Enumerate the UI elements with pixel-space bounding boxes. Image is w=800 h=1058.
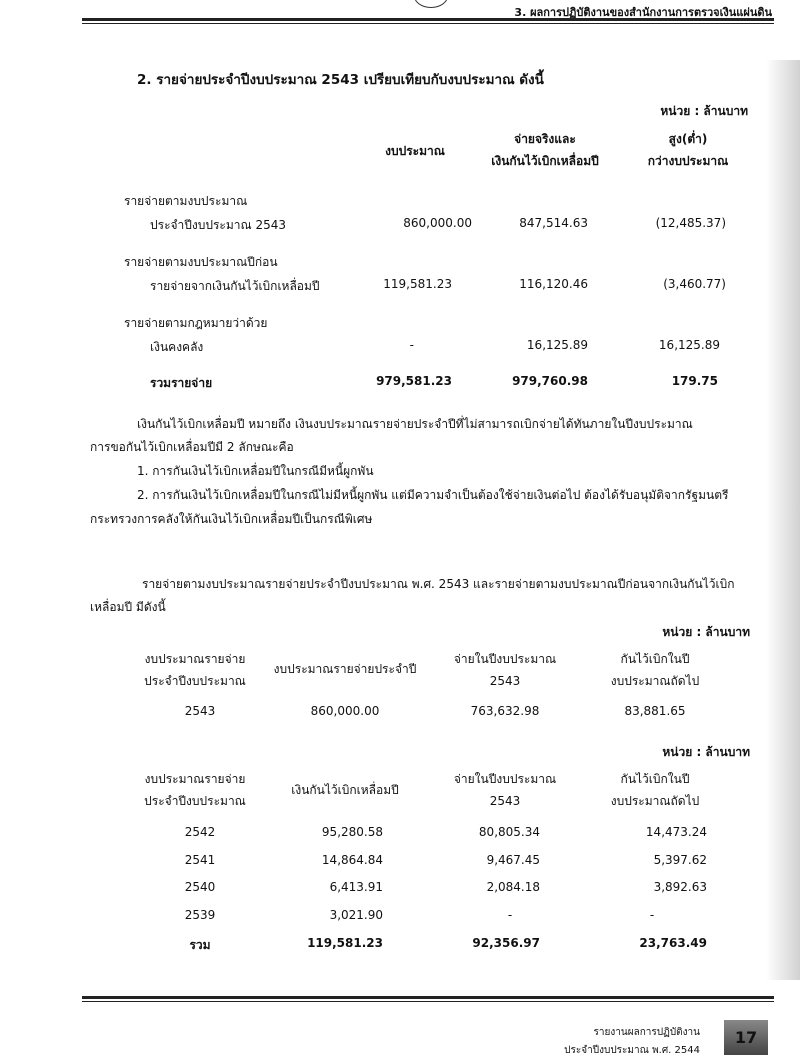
table1-row1-actual: 847,514.63 bbox=[519, 216, 588, 230]
para1-item2: 2. การกันเงินไว้เบิกเหลื่อมปีในกรณีไม่มีหนี้ผูกพัน แต่มีความจำเป็นต้องใช้จ่ายเงินต่อไป ต้องได้รับอนุมัติจากรัฐมนตรี bbox=[137, 488, 729, 502]
table3-header-year: งบประมาณรายจ่าย ประจำปีงบประมาณ bbox=[144, 772, 246, 808]
table1-header-diff: สูง(ต่ำ) กว่างบประมาณ bbox=[647, 132, 729, 168]
table1-row2-label2: รายจ่ายจากเงินกันไว้เบิกเหลื่อมปี bbox=[150, 279, 320, 293]
table3-row3-spent: 2,084.18 bbox=[486, 880, 540, 894]
table1-unit: หน่วย : ล้านบาท bbox=[660, 104, 748, 118]
table2-header-spent: จ่ายในปีงบประมาณ 2543 bbox=[453, 652, 557, 688]
table3-unit: หน่วย : ล้านบาท bbox=[662, 745, 750, 759]
table1-row3-actual: 16,125.89 bbox=[526, 338, 588, 352]
table2-row1-year: 2543 bbox=[184, 704, 216, 718]
table1-row1-label1: รายจ่ายตามงบประมาณ bbox=[124, 194, 248, 208]
table3-row2-reserved: 5,397.62 bbox=[653, 853, 707, 867]
table3-row4-reserved: - bbox=[649, 908, 655, 922]
table1-row3-diff: 16,125.89 bbox=[658, 338, 720, 352]
table3-row1-reserve: 95,280.58 bbox=[321, 825, 383, 839]
table3-total-spent: 92,356.97 bbox=[472, 936, 540, 950]
table3-total-reserved: 23,763.49 bbox=[639, 936, 707, 950]
table1-total-label: รวมรายจ่าย bbox=[150, 376, 213, 390]
table3-row2-year: 2541 bbox=[184, 853, 216, 867]
table1-header-budget: งบประมาณ bbox=[385, 144, 445, 158]
table1-total-budget: 979,581.23 bbox=[376, 374, 452, 388]
table1-row2-actual: 116,120.46 bbox=[519, 277, 588, 291]
table3-row4-reserve: 3,021.90 bbox=[329, 908, 383, 922]
header-rule-thick bbox=[82, 18, 774, 21]
table3-row2-spent: 9,467.45 bbox=[486, 853, 540, 867]
table3-row1-reserved: 14,473.24 bbox=[645, 825, 707, 839]
table3-row2-reserve: 14,864.84 bbox=[321, 853, 383, 867]
footer-rule-thick bbox=[82, 996, 774, 999]
para1-line2: การขอกันไว้เบิกเหลื่อมปีมี 2 ลักษณะคือ bbox=[90, 440, 294, 454]
table2-row1-budget: 860,000.00 bbox=[310, 704, 380, 718]
table3-row1-spent: 80,805.34 bbox=[478, 825, 540, 839]
para1-line1: เงินกันไว้เบิกเหลื่อมปี หมายถึง เงินงบประมาณรายจ่ายประจำปีที่ไม่สามารถเบิกจ่ายได้ทันภายในปีงบประมาณ bbox=[137, 417, 693, 431]
running-header: 3. ผลการปฏิบัติงานของสำนักงานการตรวจเงินแผ่นดิน bbox=[514, 6, 772, 19]
table3-total-reserve: 119,581.23 bbox=[307, 936, 383, 950]
footer-line2: ประจำปีงบประมาณ พ.ศ. 2544 bbox=[564, 1045, 700, 1056]
table1-row1-budget: 860,000.00 bbox=[403, 216, 472, 230]
table3-header-spent: จ่ายในปีงบประมาณ 2543 bbox=[453, 772, 557, 808]
table1-row1-diff: (12,485.37) bbox=[655, 216, 726, 230]
table3-row3-reserve: 6,413.91 bbox=[329, 880, 383, 894]
table1-row2-budget: 119,581.23 bbox=[383, 277, 452, 291]
footer-line1: รายงานผลการปฏิบัติงาน bbox=[593, 1027, 700, 1038]
table1-row3-budget: - bbox=[409, 338, 414, 352]
table3-row3-reserved: 3,892.63 bbox=[653, 880, 707, 894]
table1-total-actual: 979,760.98 bbox=[512, 374, 588, 388]
para1-item1: 1. การกันเงินไว้เบิกเหลื่อมปีในกรณีมีหนี้ผูกพัน bbox=[137, 464, 374, 478]
table2-row1-reserved: 83,881.65 bbox=[624, 704, 686, 718]
para2-line1: รายจ่ายตามงบประมาณรายจ่ายประจำปีงบประมาณ พ.ศ. 2543 และรายจ่ายตามงบประมาณปีก่อนจากเงินกันไว้เบิก bbox=[142, 577, 735, 591]
page-edge-shadow bbox=[766, 60, 800, 980]
table1-header-actual: จ่ายจริงและ เงินกันไว้เบิกเหลื่อมปี bbox=[491, 132, 599, 168]
emblem-seal bbox=[414, 0, 448, 8]
header-rule-thin bbox=[82, 23, 774, 24]
table2-header-year: งบประมาณรายจ่าย ประจำปีงบประมาณ bbox=[144, 652, 246, 688]
table1-row3-label1: รายจ่ายตามกฎหมายว่าด้วย bbox=[124, 316, 268, 330]
table1-row1-label2: ประจำปีงบประมาณ 2543 bbox=[150, 218, 287, 232]
table2-unit: หน่วย : ล้านบาท bbox=[662, 625, 750, 639]
table2-header-reserved: กันไว้เบิกในปี งบประมาณถัดไป bbox=[610, 652, 700, 688]
section-title: 2. รายจ่ายประจำปีงบประมาณ 2543 เปรียบเทียบกับงบประมาณ ดังนี้ bbox=[137, 72, 544, 88]
table1-row2-diff: (3,460.77) bbox=[663, 277, 726, 291]
page-number: 17 bbox=[724, 1020, 768, 1055]
footer-rule-thin bbox=[82, 1001, 774, 1002]
para2-line2: เหลื่อมปี มีดังนี้ bbox=[90, 600, 166, 614]
table3-row4-year: 2539 bbox=[184, 908, 216, 922]
table3-header-reserve: เงินกันไว้เบิกเหลื่อมปี bbox=[291, 783, 399, 797]
table2-header-budget: งบประมาณรายจ่ายประจำปี bbox=[273, 662, 417, 676]
table2-row1-spent: 763,632.98 bbox=[470, 704, 540, 718]
table3-row3-year: 2540 bbox=[184, 880, 216, 894]
table1-total-diff: 179.75 bbox=[671, 374, 718, 388]
table3-total-label: รวม bbox=[189, 938, 211, 952]
table1-row3-label2: เงินคงคลัง bbox=[150, 340, 204, 354]
para1-item2-cont: กระทรวงการคลังให้กันเงินไว้เบิกเหลื่อมปีเป็นกรณีพิเศษ bbox=[90, 512, 373, 526]
table3-row4-spent: - bbox=[507, 908, 513, 922]
table3-row1-year: 2542 bbox=[184, 825, 216, 839]
table1-row2-label1: รายจ่ายตามงบประมาณปีก่อน bbox=[124, 255, 278, 269]
table3-header-reserved: กันไว้เบิกในปี งบประมาณถัดไป bbox=[610, 772, 700, 808]
